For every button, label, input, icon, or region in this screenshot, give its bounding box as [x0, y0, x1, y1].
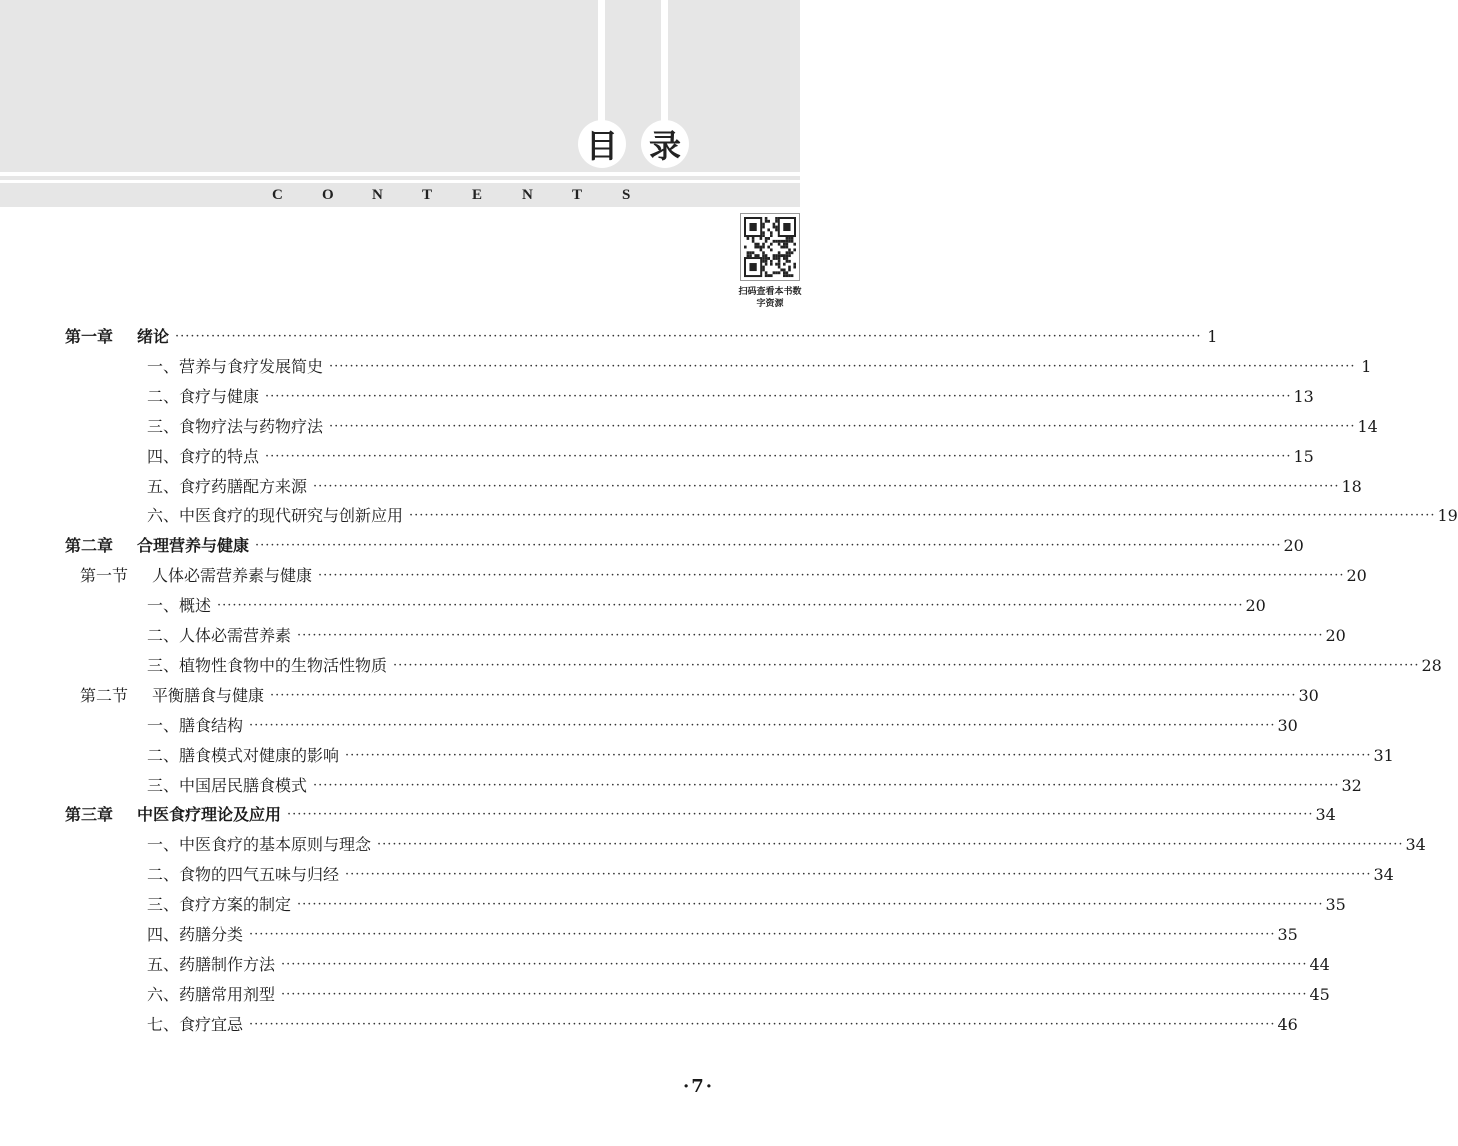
toc-leader-dots: ········································································································································································································ — [313, 777, 1340, 793]
toc-entry-title: 五、药膳制作方法 — [147, 954, 276, 974]
toc-entry-title: 绪论 — [137, 327, 170, 346]
toc-leader-dots: ········································································································································································································ — [329, 358, 1356, 374]
contents-letter: T — [572, 186, 583, 203]
toc-leader-dots: ········································································································································································································ — [270, 687, 1297, 703]
toc-entry-title: 中医食疗理论及应用 — [137, 805, 282, 825]
page-number: ·7· — [683, 1076, 715, 1097]
toc-entry-title: 一、营养与食疗发展简史 — [147, 356, 324, 376]
toc-entry-item[interactable] — [147, 412, 1378, 442]
toc-entry-page: 30 — [1298, 685, 1319, 705]
toc-entry-title: 人体必需营养素与健康 — [152, 566, 313, 586]
toc-leader-dots: ········································································································································································································ — [377, 837, 1404, 853]
toc-entry-number: 第二章 — [65, 536, 114, 556]
toc-entry-label — [147, 621, 291, 651]
toc-entry-item[interactable] — [147, 501, 1458, 531]
toc-entry-label — [147, 771, 307, 801]
contents-letter: E — [472, 186, 483, 203]
toc-entry-item[interactable] — [147, 980, 1330, 1010]
toc-entry-page: 14 — [1357, 416, 1378, 436]
contents-letter: O — [322, 186, 334, 203]
toc-leader-dots: ········································································································································································································ — [313, 478, 1340, 494]
toc-entry-page: 46 — [1277, 1014, 1298, 1034]
toc-leader-dots: ········································································································································································································ — [249, 717, 1276, 733]
contents-heading — [272, 183, 672, 207]
toc-entry-item[interactable] — [147, 890, 1346, 920]
toc-entry-title: 七、食疗宜忌 — [147, 1014, 244, 1034]
contents-letter: T — [422, 186, 433, 203]
toc-entry-title: 合理营养与健康 — [137, 536, 250, 556]
toc-entry-page: 20 — [1245, 596, 1266, 616]
toc-entry-section[interactable] — [80, 561, 1367, 591]
toc-entry-label — [147, 890, 291, 920]
toc-entry-item[interactable] — [147, 950, 1330, 980]
toc-leader-dots: ········································································································································································································ — [329, 418, 1356, 434]
toc-entry-title: 三、中国居民膳食模式 — [147, 775, 308, 795]
toc-leader-dots: ········································································································································································································ — [297, 628, 1324, 643]
toc-entry-page: 20 — [1346, 566, 1367, 586]
toc-entry-page: 44 — [1309, 954, 1330, 974]
toc-entry-page: 15 — [1293, 446, 1314, 466]
toc-entry-item[interactable] — [147, 591, 1266, 621]
toc-entry-number: 第三章 — [65, 805, 114, 825]
toc-entry-page: 30 — [1277, 715, 1298, 735]
toc-leader-dots: ········································································································································································································ — [175, 329, 1202, 344]
toc-leader-dots: ········································································································································································································ — [318, 568, 1345, 584]
toc-entry-page: 1 — [1361, 356, 1372, 376]
toc-entry-title: 二、人体必需营养素 — [147, 626, 292, 645]
toc-entry-title: 二、食疗与健康 — [147, 386, 260, 406]
toc-entry-label — [147, 920, 243, 950]
header-divider — [0, 176, 800, 180]
header-rule-right — [661, 0, 668, 128]
toc-entry-title: 四、食疗的特点 — [147, 446, 260, 466]
toc-leader-dots: ········································································································································································································ — [249, 927, 1276, 942]
toc-entry-label — [147, 651, 387, 681]
toc-entry-label — [147, 472, 307, 502]
toc-entry-section[interactable] — [80, 681, 1319, 711]
toc-entry-item[interactable] — [147, 920, 1298, 950]
title-char-1: 目 — [578, 120, 626, 168]
toc-entry-item[interactable] — [147, 651, 1442, 681]
toc-entry-title: 一、概述 — [147, 596, 212, 616]
toc-leader-dots: ········································································································································································································ — [249, 1016, 1276, 1032]
toc-entry-label — [80, 681, 264, 711]
toc-entry-page: 20 — [1325, 626, 1346, 645]
toc-entry-label — [65, 800, 281, 830]
toc-leader-dots: ········································································································································································································ — [281, 986, 1308, 1002]
qr-code[interactable] — [740, 213, 800, 281]
toc-entry-item[interactable] — [147, 771, 1362, 801]
toc-entry-title: 三、食物疗法与药物疗法 — [147, 416, 324, 436]
toc-entry-label — [65, 531, 249, 561]
toc-entry-page: 34 — [1405, 835, 1426, 855]
toc-leader-dots: ········································································································································································································ — [409, 508, 1436, 524]
contents-letter: S — [622, 186, 631, 203]
toc-leader-dots: ········································································································································································································ — [265, 448, 1292, 464]
toc-entry-label — [147, 382, 259, 412]
toc-entry-chapter[interactable] — [65, 322, 1218, 352]
title-char-2: 录 — [641, 120, 689, 168]
toc-leader-dots: ········································································································································································································ — [265, 388, 1292, 404]
toc-entry-number: 第一章 — [65, 327, 114, 346]
toc-entry-page: 28 — [1421, 655, 1442, 675]
toc-entry-title: 五、食疗药膳配方来源 — [147, 476, 308, 496]
toc-leader-dots: ········································································································································································································ — [297, 897, 1324, 913]
toc-entry-label — [147, 412, 323, 442]
toc-entry-item[interactable] — [147, 711, 1298, 741]
toc-entry-page: 34 — [1315, 805, 1336, 825]
contents-letter: N — [522, 186, 533, 203]
toc-entry-item[interactable] — [147, 621, 1346, 651]
toc-entry-page: 32 — [1341, 775, 1362, 795]
toc-entry-label — [65, 322, 169, 352]
toc-entry-item[interactable] — [147, 442, 1314, 472]
qr-caption: 扫码查看本书数字资源 — [738, 287, 802, 309]
toc-leader-dots: ········································································································································································································ — [217, 598, 1244, 614]
toc-entry-item[interactable] — [147, 860, 1394, 890]
toc-leader-dots: ········································································································································································································ — [255, 538, 1282, 554]
toc-entry-label — [147, 352, 323, 382]
toc-entry-title: 二、膳食模式对健康的影响 — [147, 745, 340, 765]
toc-entry-page: 20 — [1283, 536, 1304, 556]
toc-leader-dots: ········································································································································································································ — [281, 956, 1308, 972]
toc-entry-page: 34 — [1373, 865, 1394, 885]
toc-entry-title: 三、食疗方案的制定 — [147, 895, 292, 915]
toc-leader-dots: ········································································································································································································ — [345, 867, 1372, 883]
header-rule-left — [598, 0, 605, 128]
toc-entry-item[interactable] — [147, 472, 1362, 502]
toc-entry-page: 35 — [1325, 895, 1346, 915]
toc-entry-page: 31 — [1373, 745, 1394, 765]
toc-entry-page: 18 — [1341, 476, 1362, 496]
toc-entry-item[interactable] — [147, 382, 1314, 412]
contents-letter: N — [372, 186, 383, 203]
toc-entry-title: 一、中医食疗的基本原则与理念 — [147, 835, 372, 855]
toc-entry-label — [147, 830, 371, 860]
toc-entry-item[interactable] — [147, 830, 1426, 860]
toc-entry-title: 二、食物的四气五味与归经 — [147, 865, 340, 885]
toc-entry-title: 三、植物性食物中的生物活性物质 — [147, 655, 388, 675]
toc-entry-number: 第二节 — [80, 685, 129, 705]
toc-entry-number: 第一节 — [80, 566, 129, 586]
toc-entry-item[interactable] — [147, 741, 1394, 771]
toc-entry-label — [80, 561, 312, 591]
toc-entry-label — [147, 860, 339, 890]
toc-leader-dots: ········································································································································································································ — [345, 747, 1372, 763]
toc-entry-item[interactable] — [147, 352, 1372, 382]
toc-entry-title: 六、中医食疗的现代研究与创新应用 — [147, 506, 404, 526]
toc-leader-dots: ········································································································································································································ — [393, 657, 1420, 673]
toc-entry-page: 45 — [1309, 984, 1330, 1004]
toc-entry-label — [147, 950, 275, 980]
toc-entry-title: 六、药膳常用剂型 — [147, 984, 276, 1004]
toc-entry-page: 35 — [1277, 925, 1298, 944]
toc-entry-chapter[interactable] — [65, 531, 1304, 561]
toc-entry-label — [147, 980, 275, 1010]
toc-entry-label — [147, 1010, 243, 1040]
toc-entry-title: 平衡膳食与健康 — [152, 685, 265, 705]
contents-letter: C — [272, 186, 283, 203]
toc-entry-page: 19 — [1437, 506, 1458, 526]
toc-entry-title: 一、膳食结构 — [147, 715, 244, 735]
toc-entry-label — [147, 741, 339, 771]
toc-entry-page: 1 — [1207, 327, 1218, 346]
toc-entry-chapter[interactable] — [65, 800, 1336, 830]
toc-entry-label — [147, 442, 259, 472]
toc-leader-dots: ········································································································································································································ — [287, 807, 1314, 823]
toc-entry-label — [147, 711, 243, 741]
toc-entry-title: 四、药膳分类 — [147, 925, 244, 944]
toc-entry-item[interactable] — [147, 1010, 1298, 1040]
toc-entry-label — [147, 591, 211, 621]
toc-entry-page: 13 — [1293, 386, 1314, 406]
toc-entry-label — [147, 501, 403, 531]
